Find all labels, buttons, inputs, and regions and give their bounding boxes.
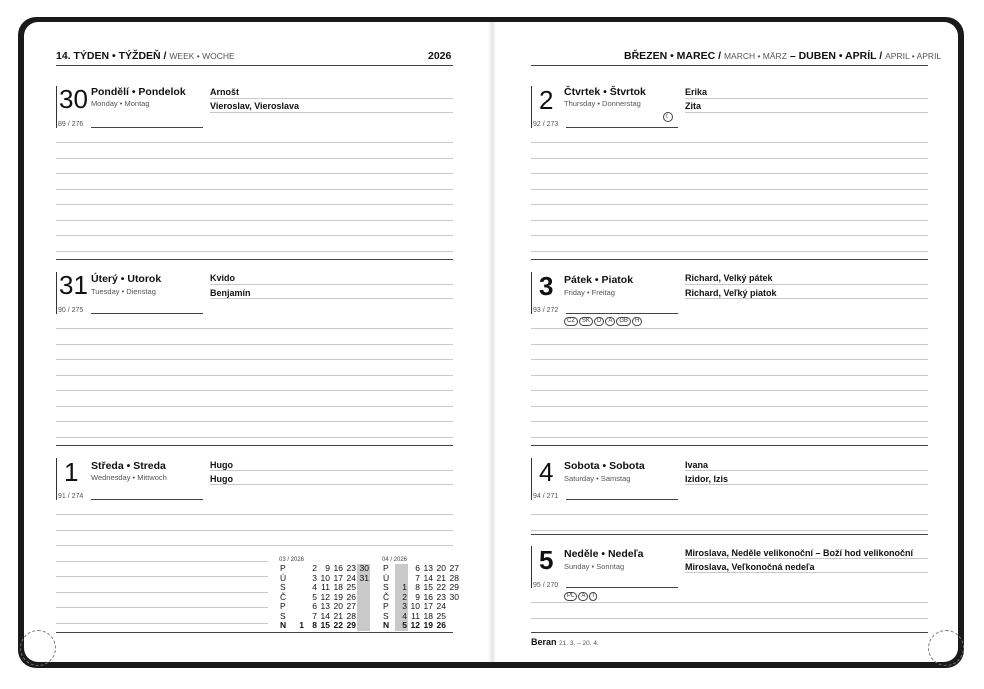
- writing-line: [56, 251, 453, 252]
- month-dash: –: [789, 50, 796, 62]
- writing-line: [56, 390, 453, 391]
- calendar-day: [357, 602, 370, 612]
- day-separator: [91, 499, 203, 500]
- writing-line: [210, 470, 453, 471]
- writing-line: [210, 298, 453, 299]
- day-name: Neděle • Nedeľa: [564, 548, 644, 560]
- writing-line: [210, 112, 453, 113]
- calendar-day: [447, 621, 460, 631]
- writing-line: [210, 284, 453, 285]
- day-number: 2: [539, 85, 554, 115]
- writing-line: [531, 602, 928, 603]
- calendar-day: 17: [423, 601, 433, 611]
- calendar-day: 13: [320, 601, 330, 611]
- writing-line: [56, 576, 268, 577]
- calendar-day: 2: [312, 563, 317, 573]
- day-name-sub: Tuesday • Dienstag: [91, 287, 156, 296]
- holiday-badge: A: [578, 592, 588, 601]
- day-name-sub: Monday • Montag: [91, 99, 150, 108]
- writing-line: [531, 344, 928, 345]
- calendar-day: 9: [325, 563, 330, 573]
- day-separator: [531, 632, 928, 633]
- nameday-sk: Izidor, Izis: [685, 474, 729, 484]
- calendar-day: 23: [346, 563, 356, 573]
- writing-line: [531, 437, 928, 438]
- nameday-cz: Richard, Velký pátek: [685, 273, 773, 283]
- day-number: 31: [59, 270, 88, 300]
- mini-calendar-row: [382, 612, 460, 622]
- calendar-day: 24: [346, 572, 356, 583]
- calendar-day: 8: [312, 620, 317, 630]
- weekday-letter: P: [383, 601, 389, 611]
- writing-line: [56, 142, 453, 143]
- day-count: 91 / 274: [58, 493, 84, 500]
- nameday-sk: Benjamín: [210, 288, 251, 298]
- nameday-cz: Miroslava, Neděle velikonoční – Boží hod velikonoční: [685, 548, 914, 558]
- calendar-day: 7: [312, 610, 317, 621]
- day-count: 89 / 276: [58, 121, 84, 128]
- week-label-en: WEEK • WOCHE: [169, 51, 235, 61]
- day-number: 1: [64, 457, 79, 487]
- calendar-day: 1: [299, 620, 304, 630]
- week-label: 14. TÝDEN • TÝŽDEŇ /: [56, 50, 167, 62]
- writing-line: [56, 204, 453, 205]
- weekday-letter: S: [383, 610, 389, 621]
- calendar-day: [292, 593, 305, 603]
- calendar-day: 12: [410, 620, 420, 630]
- calendar-day: [447, 602, 460, 612]
- day-number: 5: [539, 545, 554, 575]
- day-separator: [566, 127, 678, 128]
- calendar-day: 28: [346, 610, 356, 621]
- mini-calendar-row: [382, 602, 460, 612]
- mini-calendar-april: [382, 557, 460, 631]
- weekday-letter: S: [383, 582, 389, 592]
- writing-line: [531, 514, 928, 515]
- weekday-letter: P: [280, 563, 286, 573]
- calendar-day: [292, 602, 305, 612]
- zodiac-sign: Beran: [531, 637, 557, 647]
- mini-calendar-grid: [279, 564, 370, 631]
- calendar-day: 17: [333, 572, 343, 583]
- holiday-country-badges: [564, 592, 597, 601]
- day-bar: [56, 86, 57, 128]
- calendar-day: 18: [423, 610, 433, 621]
- calendar-day: [357, 583, 370, 593]
- calendar-day: 4: [395, 612, 408, 622]
- calendar-day: 25: [346, 582, 356, 592]
- day-count: 94 / 271: [533, 493, 559, 500]
- writing-line: [685, 484, 928, 485]
- writing-line: [685, 98, 928, 99]
- writing-line: [56, 437, 453, 438]
- day-separator: [91, 127, 203, 128]
- week-header: [56, 50, 235, 62]
- calendar-day: 21: [436, 572, 446, 583]
- weekday-letter: N: [280, 620, 287, 630]
- holiday-badge: CZ: [564, 317, 578, 326]
- binding-gutter: [488, 22, 496, 662]
- header-rule-right: [531, 65, 928, 66]
- calendar-day: 5: [395, 621, 408, 631]
- writing-line: [56, 235, 453, 236]
- writing-line: [56, 530, 453, 531]
- writing-line: [56, 158, 453, 159]
- writing-line: [56, 421, 453, 422]
- day-name: Pátek • Piatok: [564, 274, 634, 286]
- writing-line: [56, 592, 268, 593]
- calendar-day: 20: [436, 563, 446, 573]
- writing-line: [685, 470, 928, 471]
- writing-line: [56, 607, 268, 608]
- nameday-sk: Hugo: [210, 474, 233, 484]
- calendar-day: 26: [346, 591, 356, 602]
- writing-line: [531, 375, 928, 376]
- calendar-day: [292, 583, 305, 593]
- weekday-letter: P: [383, 563, 389, 573]
- mini-calendar-title: 04 / 2026: [382, 557, 408, 563]
- nameday-sk: Richard, Veľký piatok: [685, 288, 777, 298]
- day-separator: [56, 259, 453, 260]
- calendar-day: 19: [423, 620, 433, 630]
- calendar-day: [395, 564, 408, 574]
- mini-calendar-row: [279, 621, 370, 631]
- mini-calendar-row: [382, 621, 460, 631]
- nameday-sk: Zita: [685, 101, 702, 111]
- calendar-day: 21: [333, 610, 343, 621]
- day-separator: [531, 534, 928, 535]
- mini-calendar-row: [382, 574, 460, 584]
- day-number: 4: [539, 457, 554, 487]
- calendar-day: 29: [449, 582, 459, 592]
- weekday-letter: N: [383, 620, 390, 630]
- nameday-sk: Vieroslav, Vieroslava: [210, 101, 300, 111]
- holiday-badge: H: [632, 317, 642, 326]
- calendar-day: 22: [333, 620, 343, 630]
- writing-line: [685, 558, 928, 559]
- weekday-letter: Ú: [383, 572, 390, 583]
- calendar-day: 6: [312, 601, 317, 611]
- moon-phase-icon: ☾: [663, 112, 673, 122]
- mini-calendar-title: 03 / 2026: [279, 557, 305, 563]
- nameday-cz: Erika: [685, 87, 708, 97]
- writing-line: [56, 545, 453, 546]
- writing-line: [531, 189, 928, 190]
- writing-line: [56, 514, 453, 515]
- writing-line: [685, 112, 928, 113]
- mini-calendar-row: [382, 564, 460, 574]
- month-2-label-en: APRIL • APRIL: [885, 51, 942, 61]
- calendar-day: 2: [395, 593, 408, 603]
- calendar-day: 16: [333, 563, 343, 573]
- calendar-day: 9: [415, 591, 420, 602]
- calendar-day: 19: [333, 591, 343, 602]
- weekday-letter: S: [280, 610, 286, 621]
- day-separator: [531, 445, 928, 446]
- year-label: 2026: [428, 50, 452, 62]
- writing-line: [56, 189, 453, 190]
- writing-line: [531, 421, 928, 422]
- day-name-sub: Wednesday • Mittwoch: [91, 473, 167, 482]
- calendar-day: 10: [410, 601, 420, 611]
- day-count: 93 / 272: [533, 307, 559, 314]
- day-bar: [56, 458, 57, 500]
- calendar-day: 14: [423, 572, 433, 583]
- calendar-day: 11: [411, 610, 420, 621]
- calendar-day: 13: [423, 563, 433, 573]
- nameday-sk: Miroslava, Veľkonočná nedeľa: [685, 562, 815, 572]
- writing-line: [531, 220, 928, 221]
- day-count: 90 / 275: [58, 307, 84, 314]
- writing-line: [685, 298, 928, 299]
- month-1-label-en: MARCH • MÄRZ: [723, 51, 787, 61]
- day-separator: [566, 499, 678, 500]
- day-name: Úterý • Utorok: [91, 273, 162, 285]
- calendar-day: 30: [449, 591, 459, 602]
- calendar-day: 26: [436, 620, 446, 630]
- writing-line: [56, 623, 268, 624]
- day-name: Pondělí • Pondelok: [91, 86, 186, 98]
- month-header: [624, 50, 941, 62]
- writing-line: [531, 173, 928, 174]
- writing-line: [56, 328, 453, 329]
- nameday-cz: Ivana: [685, 460, 709, 470]
- calendar-day: 31: [357, 574, 370, 584]
- calendar-day: [357, 612, 370, 622]
- calendar-day: 3: [395, 602, 408, 612]
- day-name: Čtvrtek • Štvrtok: [564, 86, 646, 98]
- header-rule-left: [56, 65, 453, 66]
- day-bar: [531, 458, 532, 500]
- day-bar: [56, 272, 57, 314]
- day-separator: [56, 445, 453, 446]
- calendar-day: [292, 574, 305, 584]
- day-name-sub: Saturday • Samstag: [564, 474, 631, 483]
- mini-calendar-march: [279, 557, 370, 631]
- calendar-day: 27: [449, 563, 459, 573]
- calendar-day: 15: [320, 620, 330, 630]
- nameday-cz: Hugo: [210, 460, 233, 470]
- day-count: 92 / 273: [533, 121, 559, 128]
- day-separator: [566, 587, 678, 588]
- holiday-badge: A: [605, 317, 615, 326]
- calendar-day: 27: [346, 601, 356, 611]
- holiday-badge: GB: [616, 317, 631, 326]
- writing-line: [531, 359, 928, 360]
- calendar-day: 10: [320, 572, 330, 583]
- day-name: Středa • Streda: [91, 460, 166, 472]
- calendar-day: 14: [320, 610, 330, 621]
- calendar-day: 6: [415, 563, 420, 573]
- writing-line: [56, 220, 453, 221]
- corner-marker-left: [20, 630, 56, 666]
- calendar-day: 18: [333, 582, 343, 592]
- day-name-sub: Friday • Freitag: [564, 288, 615, 297]
- holiday-badge: D: [594, 317, 604, 326]
- day-separator: [531, 259, 928, 260]
- month-2-label: DUBEN • APRÍL /: [798, 50, 883, 62]
- calendar-day: [447, 612, 460, 622]
- day-bar: [531, 272, 532, 314]
- writing-line: [531, 390, 928, 391]
- holiday-badge: PL: [564, 592, 577, 601]
- writing-line: [531, 142, 928, 143]
- calendar-day: [292, 564, 305, 574]
- writing-line: [531, 235, 928, 236]
- calendar-day: 1: [395, 583, 408, 593]
- day-number: 30: [59, 84, 88, 114]
- calendar-day: 23: [436, 591, 446, 602]
- nameday-cz: Arnošt: [210, 87, 239, 97]
- weekday-letter: S: [280, 582, 286, 592]
- zodiac-range: 21. 3. – 20. 4.: [559, 640, 599, 647]
- weekday-letter: Ú: [280, 572, 287, 583]
- calendar-day: 28: [449, 572, 459, 583]
- writing-line: [56, 406, 453, 407]
- calendar-day: 8: [415, 582, 420, 592]
- zodiac-footer: [531, 637, 599, 647]
- day-separator: [91, 313, 203, 314]
- weekday-letter: Č: [383, 591, 390, 602]
- holiday-badge: SK: [579, 317, 593, 326]
- writing-line: [531, 328, 928, 329]
- calendar-day: 30: [357, 564, 370, 574]
- calendar-day: 29: [346, 620, 356, 630]
- corner-marker-right: [928, 630, 964, 666]
- calendar-day: 16: [423, 591, 433, 602]
- day-number: 3: [539, 271, 554, 301]
- writing-line: [685, 284, 928, 285]
- mini-calendar-row: [382, 593, 460, 603]
- day-bar: [531, 546, 532, 588]
- day-name: Sobota • Sobota: [564, 460, 645, 472]
- month-1-label: BŘEZEN • MAREC /: [624, 50, 722, 62]
- calendar-day: 22: [436, 582, 446, 592]
- calendar-day: 7: [415, 572, 420, 583]
- calendar-day: 5: [312, 591, 317, 602]
- nameday-cz: Kvido: [210, 273, 236, 283]
- writing-line: [531, 406, 928, 407]
- mini-calendar-row: [382, 583, 460, 593]
- calendar-day: [357, 621, 370, 631]
- writing-line: [56, 344, 453, 345]
- mini-calendar-grid: [382, 564, 460, 631]
- writing-line: [531, 204, 928, 205]
- weekday-letter: Č: [280, 591, 287, 602]
- day-separator: [56, 632, 453, 633]
- calendar-day: 25: [436, 610, 446, 621]
- writing-line: [531, 158, 928, 159]
- writing-line: [56, 173, 453, 174]
- writing-line: [210, 484, 453, 485]
- day-name-sub: Thursday • Donnerstag: [564, 99, 641, 108]
- day-separator: [566, 313, 678, 314]
- day-bar: [531, 86, 532, 128]
- weekday-letter: P: [280, 601, 286, 611]
- calendar-day: 11: [321, 582, 330, 592]
- writing-line: [531, 618, 928, 619]
- calendar-day: 20: [333, 601, 343, 611]
- calendar-day: 4: [312, 582, 317, 592]
- calendar-day: [357, 593, 370, 603]
- writing-line: [531, 251, 928, 252]
- day-count: 95 / 270: [533, 582, 559, 589]
- calendar-day: 3: [312, 572, 317, 583]
- calendar-day: 12: [320, 591, 330, 602]
- writing-line: [56, 375, 453, 376]
- calendar-day: 15: [423, 582, 433, 592]
- holiday-country-badges: [564, 317, 642, 326]
- holiday-badge: I: [589, 592, 597, 601]
- writing-line: [685, 572, 928, 573]
- writing-line: [210, 98, 453, 99]
- writing-line: [56, 561, 268, 562]
- calendar-day: 24: [436, 601, 446, 611]
- writing-line: [531, 530, 928, 531]
- writing-line: [56, 359, 453, 360]
- day-name-sub: Sunday • Sonntag: [564, 562, 625, 571]
